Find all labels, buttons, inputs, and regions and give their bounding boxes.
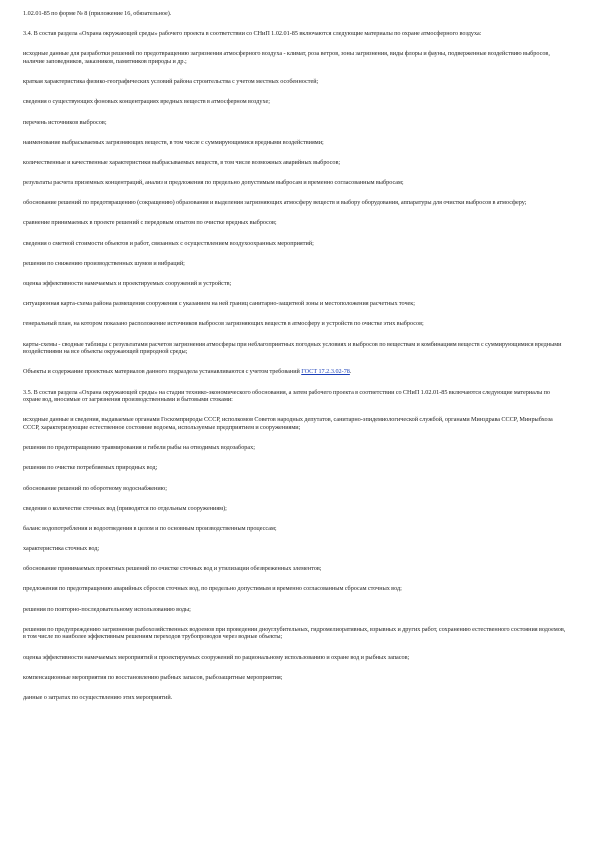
paragraph: оценка эффективности намечаемых и проектируемых сооружений и устройств; (23, 280, 232, 288)
paragraph: сведения о существующих фоновых концентрациях вредных веществ в атмосферном воздухе; (23, 98, 270, 106)
paragraph: обоснование решений по оборотному водоснабжению; (23, 484, 168, 492)
paragraph-with-gost-link (23, 368, 568, 376)
paragraph: ситуационная карта-схема района размещения сооружения с указанием на ней границ санитарно-защитной зоны и местоположения расчетных точек; (23, 300, 416, 308)
paragraph: перечень источников выбросов; (23, 118, 107, 126)
gost-link[interactable]: ГОСТ 17.2.3.02-78 (301, 368, 350, 376)
paragraph: количественные и качественные характеристики выбрасываемых веществ, в том числе возможных аварийных выбросов; (23, 158, 341, 166)
paragraph: решения по предупреждению загрязнения рыбохозяйственных водоемов при проведении дноуглубительных, гидромелиоративных, взрывных и других работ, сохранению естественного состояния водоемов, в том числе по наиболее эффективным решениям переходов трубопроводов через водные объекты; (23, 625, 566, 641)
paragraph: сведения о количестве сточных вод (приводятся по отдельным сооружениям); (23, 504, 227, 512)
paragraph: наименование выбрасываемых загрязняющих веществ, в том числе с суммирующимися вредными воздействиями; (23, 138, 324, 146)
paragraph: сведения о сметной стоимости объектов и работ, связанных с осуществлением воздухоохранных мероприятий; (23, 239, 314, 247)
section-3-5-heading: 3.5. В состав раздела «Охрана окружающей среды» на стадии технико-экономического обоснования, а затем рабочего проекта в соответствии со СНиП 1.02.01-85 включаются следующие материалы по охране вод, вносимые от загрязнения производственными и бытовыми стоками: (23, 388, 550, 404)
paragraph: предложения по предотвращению аварийных сбросов сточных вод, по предельно допустимым и временно согласованным сбросам сточных вод; (23, 585, 402, 593)
paragraph: обоснование решений по предотвращению (сокращению) образования и выделения загрязняющих атмосферу веществ и выбору оборудования, аппаратуры для очистки выбросов в атмосферу; (23, 199, 527, 207)
paragraph: сравнение принимаемых в проекте решений с передовым опытом по очистке вредных выбросов; (23, 219, 277, 227)
paragraph: решения по повторно-последовательному использованию воды; (23, 605, 191, 613)
paragraph: обоснование принимаемых проектных решений по очистке сточных вод и утилизации обезвреженных элементов; (23, 565, 322, 573)
paragraph: баланс водопотребления и водоотведения в целом и по основным производственным процессам; (23, 524, 277, 532)
paragraph: решения по очистке потребляемых природных вод; (23, 464, 158, 472)
paragraph-text: . (349, 368, 352, 376)
paragraph: решения по снижению производственных шумов и вибраций; (23, 259, 185, 267)
paragraph: оценка эффективности намечаемых мероприятий и проектируемых сооружений по рациональному использованию и охране вод и рыбных запасов; (23, 653, 410, 661)
paragraph-text: Объекты и содержание проектных материалов данного подраздела устанавливаются с учетом требований (23, 368, 302, 376)
paragraph: 1.02.01-85 по форме № 8 (приложение 16, обязательное). (23, 10, 172, 17)
paragraph: данные о затратах по осуществлению этих мероприятий. (23, 693, 173, 701)
paragraph: генеральный план, на котором показано расположение источников выбросов загрязняющих веществ в атмосферу и устройств по очистке этих выбросов; (23, 320, 424, 328)
section-3-4-heading: 3.4. В состав раздела «Охрана окружающей среды» рабочего проекта в соответствии со СНиП 1.02.01-85 включаются следующие материалы по охране атмосферного воздуха: (23, 30, 482, 38)
document-page (23, 10, 568, 714)
paragraph: результаты расчета приземных концентраций, анализ и предложения по предельно допустимым выбросам и временно согласованным выбросам; (23, 179, 404, 187)
paragraph: характеристика сточных вод; (23, 545, 100, 553)
paragraph: компенсационные мероприятия по восстановлению рыбных запасов, рыбозащитные мероприятия; (23, 673, 283, 681)
paragraph: исходные данные и сведения, выдаваемые органами Госкомприроды СССР, исполкомов Советов народных депутатов, санитарно-эпидемиологической службой, органами Минздрава СССР, Минрыбхоза СССР, характеризующие естественное состояние водоема, используемые предприятием и сооружениями; (23, 416, 553, 431)
paragraph: карты-схемы - сводные таблицы с результатами расчетов загрязнения атмосферы при неблагоприятных погодных условиях и выбросов по веществам и комбинациям веществ с суммирующимися вредными воздействиями на все объекты окружающей природной среды; (23, 340, 562, 356)
paragraph: краткая характеристика физико-географических условий района строительства с учетом местных особенностей; (23, 78, 319, 86)
paragraph: решения по предотвращению травмирования и гибели рыбы на отводимых водозаборах; (23, 444, 255, 452)
paragraph: исходные данные для разработки решений по предотвращению загрязнения атмосферного воздуха - климат, роза ветров, зоны загрязнения, виды флоры и фауны, подверженные воздействию выбросов, наличие заповедников, заказников, памятников природы и др.; (23, 50, 550, 65)
